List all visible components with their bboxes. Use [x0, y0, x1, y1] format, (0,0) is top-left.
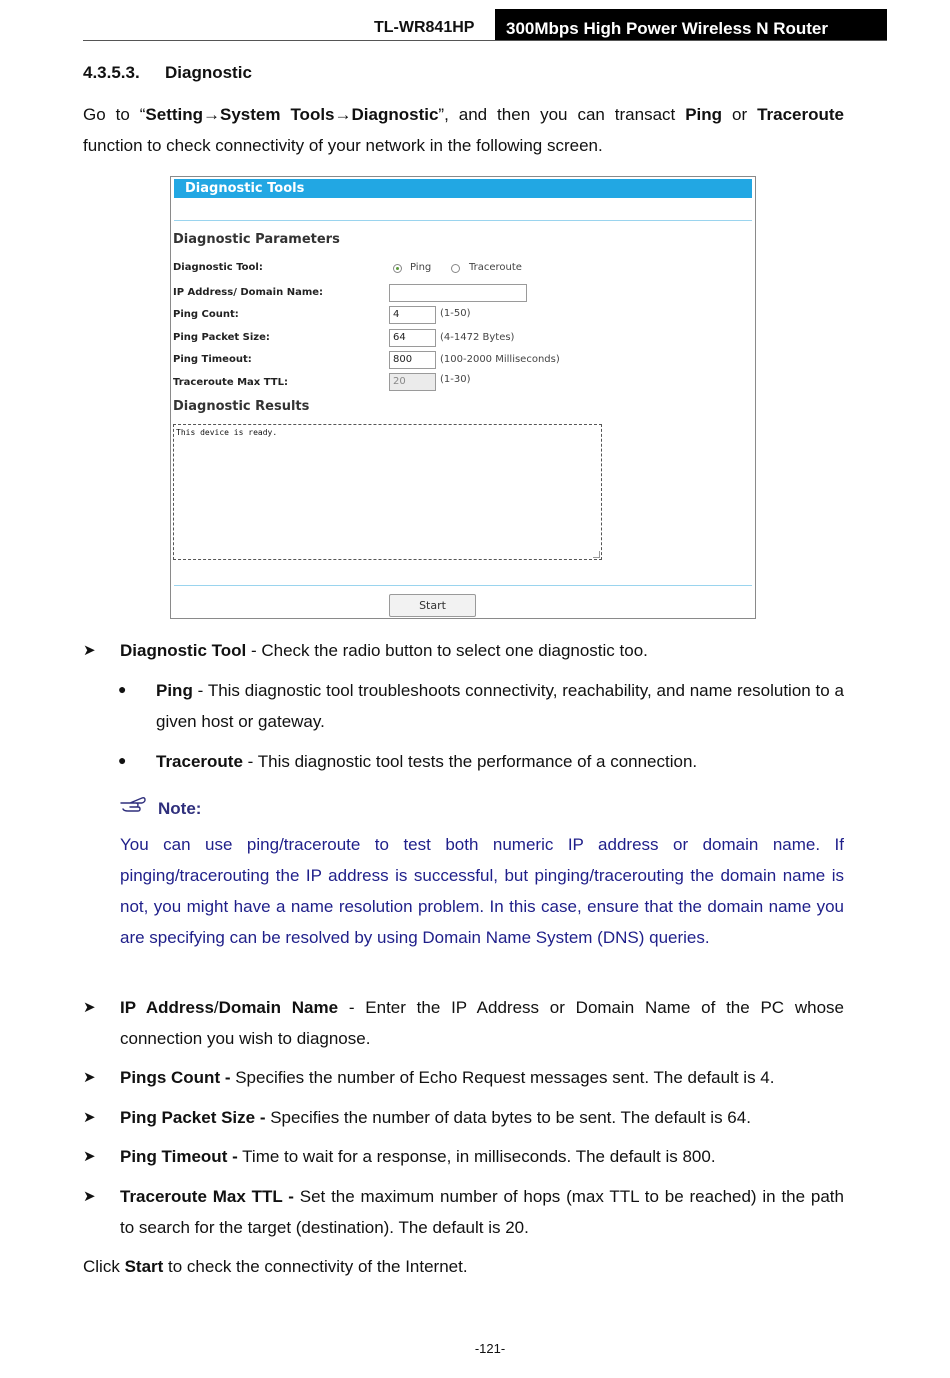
- desc-ping: - This diagnostic tool troubleshoots connectivity, reachability, and name resolution to a given host or gateway.: [156, 681, 844, 731]
- bullet-ping-timeout: [120, 1141, 844, 1172]
- page-number: -121-: [474, 1341, 506, 1356]
- header-product: 300Mbps High Power Wireless N Router: [495, 9, 887, 40]
- ping-radio-label: Ping: [410, 262, 432, 273]
- section-title: Diagnostic: [165, 63, 252, 82]
- intro-text-2: ”, and then you can transact: [438, 105, 686, 124]
- term-ping: Ping: [156, 681, 193, 700]
- bullet-ping-packet-size: [120, 1102, 844, 1133]
- traceroute-max-ttl-hint: (1-30): [440, 374, 471, 385]
- resize-grip-icon[interactable]: [593, 551, 600, 558]
- ip-address-input[interactable]: [389, 284, 527, 302]
- arrowhead-bullet-icon: ➤: [83, 1069, 96, 1086]
- bullet-traceroute: [156, 746, 844, 777]
- diagnostic-results-textarea[interactable]: [173, 424, 602, 560]
- intro-traceroute: Traceroute: [757, 105, 845, 124]
- bullet-diagnostic-tool: [120, 635, 844, 666]
- ping-timeout-label: Ping Timeout:: [173, 354, 252, 365]
- desc-ping-packet-size: Specifies the number of data bytes to be sent. The default is 64.: [265, 1108, 751, 1127]
- menu-path-setting: Setting: [145, 105, 204, 124]
- note-title: Note:: [158, 799, 202, 818]
- pointing-hand-icon: [120, 794, 148, 814]
- results-heading: Diagnostic Results: [173, 399, 310, 414]
- dot-bullet-icon: ●: [118, 681, 127, 697]
- ping-timeout-hint: (100-2000 Milliseconds): [440, 354, 560, 365]
- diagnostic-tool-label: Diagnostic Tool:: [173, 262, 263, 273]
- term-ping-packet-size: Ping Packet Size -: [120, 1108, 266, 1127]
- intro-ping: Ping: [685, 105, 723, 124]
- desc-ping-timeout: Time to wait for a response, in milliseconds. The default is 800.: [237, 1147, 716, 1166]
- traceroute-max-ttl-input[interactable]: 20: [389, 373, 436, 391]
- intro-text-1: Go to “: [83, 105, 146, 124]
- arrowhead-bullet-icon: ➤: [83, 1188, 96, 1205]
- panel-divider: [174, 220, 752, 221]
- term-diagnostic-tool: Diagnostic Tool: [120, 641, 247, 660]
- note-body: You can use ping/traceroute to test both numeric IP address or domain name. If pinging/tracerouting the IP address is successful, but pinging/tracerouting the domain name is not, you might have a name resolution problem. In this case, ensure that the domain name you are specifying can be resolved by using Domain Name System (DNS) queries.: [120, 835, 844, 947]
- bullet-pings-count: [120, 1062, 844, 1093]
- arrowhead-bullet-icon: ➤: [83, 999, 96, 1016]
- section-number: 4.3.5.3.: [83, 63, 140, 82]
- traceroute-radio-label: Traceroute: [469, 262, 522, 273]
- ping-packet-size-input[interactable]: 64: [389, 329, 436, 347]
- ping-radio[interactable]: [393, 264, 402, 273]
- arrowhead-bullet-icon: ➤: [83, 642, 96, 659]
- bullet-ping: [156, 675, 844, 737]
- intro-paragraph: [83, 99, 844, 161]
- intro-text-3: or: [722, 105, 758, 124]
- term-domain-name: Domain Name: [218, 998, 339, 1017]
- traceroute-radio[interactable]: [451, 264, 460, 273]
- menu-path-diagnostic: Diagnostic: [351, 105, 439, 124]
- arrowhead-bullet-icon: ➤: [83, 1109, 96, 1126]
- desc-pings-count: Specifies the number of Echo Request messages sent. The default is 4.: [230, 1068, 775, 1087]
- term-traceroute-max-ttl: Traceroute Max TTL -: [120, 1187, 294, 1206]
- desc-traceroute: - This diagnostic tool tests the performance of a connection.: [242, 752, 698, 771]
- panel-title: Diagnostic Tools: [174, 179, 752, 198]
- panel-bottom-divider: [174, 585, 752, 586]
- results-text: This device is ready.: [176, 428, 278, 437]
- section-heading: [83, 63, 252, 83]
- term-slash: /: [213, 998, 219, 1017]
- ping-packet-size-label: Ping Packet Size:: [173, 332, 270, 343]
- closing-text-1: Click: [83, 1257, 125, 1276]
- desc-traceroute-max-ttl: Set the maximum number of hops (max TTL to be reached) in the path to search for the target (destination). The default is 20.: [120, 1187, 844, 1237]
- menu-path-system-tools: System Tools: [220, 105, 335, 124]
- term-traceroute: Traceroute: [156, 752, 243, 771]
- header-model: TL-WR841HP: [374, 19, 475, 36]
- term-ping-timeout: Ping Timeout -: [120, 1147, 238, 1166]
- intro-text-4: function to check connectivity of your network in the following screen.: [83, 136, 603, 155]
- ping-packet-size-hint: (4-1472 Bytes): [440, 332, 515, 343]
- term-ip-address: IP Address: [120, 998, 214, 1017]
- bullet-ip-address: [120, 992, 844, 1054]
- ip-address-label: IP Address/ Domain Name:: [173, 287, 324, 298]
- desc-diagnostic-tool: - Check the radio button to select one diagnostic too.: [246, 641, 648, 660]
- ping-count-input[interactable]: 4: [389, 306, 436, 324]
- arrowhead-bullet-icon: ➤: [83, 1148, 96, 1165]
- dot-bullet-icon: ●: [118, 752, 127, 768]
- term-pings-count: Pings Count -: [120, 1068, 231, 1087]
- desc-ip-address: - Enter the IP Address or Domain Name of the PC whose connection you wish to diagnose.: [120, 998, 844, 1048]
- diagnostic-tools-screenshot: [170, 176, 756, 619]
- path-arrow-icon: →: [203, 105, 221, 124]
- start-button[interactable]: Start: [389, 594, 476, 617]
- ping-timeout-input[interactable]: 800: [389, 351, 436, 369]
- bullet-traceroute-max-ttl: [120, 1181, 844, 1243]
- ping-count-label: Ping Count:: [173, 309, 239, 320]
- closing-paragraph: [83, 1251, 844, 1282]
- params-heading: Diagnostic Parameters: [173, 232, 340, 247]
- closing-text-2: to check the connectivity of the Internet.: [163, 1257, 468, 1276]
- traceroute-max-ttl-label: Traceroute Max TTL:: [173, 377, 288, 388]
- closing-start: Start: [124, 1257, 164, 1276]
- path-arrow-icon: →: [334, 105, 352, 124]
- ping-count-hint: (1-50): [440, 308, 471, 319]
- header-divider: [83, 40, 887, 41]
